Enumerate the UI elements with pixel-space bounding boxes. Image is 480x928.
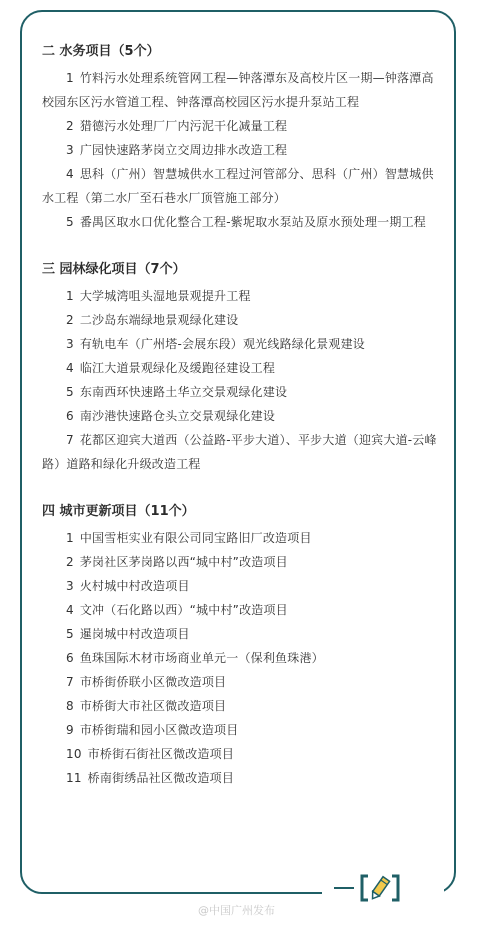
list-item bbox=[42, 550, 442, 574]
item-text: 市桥街侨联小区微改造项目 bbox=[79, 675, 227, 689]
item-text: 广园快速路茅岗立交周边排水改造工程 bbox=[79, 143, 288, 157]
item-number: 9 bbox=[66, 723, 74, 737]
list-item bbox=[42, 356, 442, 380]
list-item bbox=[42, 598, 442, 622]
item-text: 有轨电车（广州塔-会展东段）观光线路绿化景观建设 bbox=[79, 337, 365, 351]
item-text: 茅岗社区茅岗路以西“城中村”改造项目 bbox=[79, 555, 288, 569]
list-item bbox=[42, 574, 442, 598]
item-number: 4 bbox=[66, 167, 74, 181]
item-text: 市桥街石街社区微改造项目 bbox=[87, 747, 235, 761]
list-item bbox=[42, 66, 442, 114]
item-text: 临江大道景观绿化及缓跑径建设工程 bbox=[79, 361, 276, 375]
item-text: 鱼珠国际木材市场商业单元一（保利鱼珠港） bbox=[79, 651, 324, 665]
item-number: 2 bbox=[66, 313, 74, 327]
item-number: 7 bbox=[66, 433, 74, 447]
item-number: 3 bbox=[66, 579, 74, 593]
item-number: 2 bbox=[66, 555, 74, 569]
list-item bbox=[42, 210, 442, 234]
item-text: 东南西环快速路土华立交景观绿化建设 bbox=[79, 385, 288, 399]
item-number: 7 bbox=[66, 675, 74, 689]
list-item bbox=[42, 332, 442, 356]
list-item bbox=[42, 718, 442, 742]
section-title: 三 园林绿化项目（7个） bbox=[42, 262, 186, 277]
section-title: 四 城市更新项目（11个） bbox=[42, 504, 195, 519]
list-item bbox=[42, 138, 442, 162]
item-text: 市桥街大市社区微改造项目 bbox=[79, 699, 227, 713]
item-text: 思科（广州）智慧城供水工程过河管部分、思科（广州）智慧城供水工程（第二水厂至石巷水厂顶管施工部分） bbox=[42, 167, 434, 205]
item-number: 5 bbox=[66, 215, 74, 229]
item-text: 市桥街瑞和园小区微改造项目 bbox=[79, 723, 239, 737]
item-number: 4 bbox=[66, 361, 74, 375]
list-item bbox=[42, 162, 442, 210]
list-item bbox=[42, 114, 442, 138]
item-number: 1 bbox=[66, 531, 74, 545]
item-number: 5 bbox=[66, 385, 74, 399]
list-item bbox=[42, 284, 442, 308]
list-item bbox=[42, 380, 442, 404]
document-body bbox=[42, 40, 442, 814]
pencil-icon bbox=[369, 877, 389, 901]
section-urban-renewal bbox=[42, 500, 442, 790]
list-item bbox=[42, 526, 442, 550]
item-number: 10 bbox=[66, 747, 82, 761]
pencil-bracket-icon bbox=[332, 872, 428, 904]
item-number: 5 bbox=[66, 627, 74, 641]
item-text: 南沙港快速路仓头立交景观绿化建设 bbox=[79, 409, 276, 423]
section-landscaping bbox=[42, 258, 442, 476]
item-text: 暹岗城中村改造项目 bbox=[79, 627, 190, 641]
item-number: 8 bbox=[66, 699, 74, 713]
list-item bbox=[42, 670, 442, 694]
list-item bbox=[42, 428, 442, 476]
item-number: 6 bbox=[66, 409, 74, 423]
list-item bbox=[42, 766, 442, 790]
list-item bbox=[42, 646, 442, 670]
item-text: 番禺区取水口优化整合工程-紫坭取水泵站及原水预处理一期工程 bbox=[79, 215, 426, 229]
section-title: 二 水务项目（5个） bbox=[42, 44, 160, 59]
list-item bbox=[42, 742, 442, 766]
list-item bbox=[42, 308, 442, 332]
item-text: 二沙岛东端绿地景观绿化建设 bbox=[79, 313, 239, 327]
item-text: 桥南街绣品社区微改造项目 bbox=[87, 771, 235, 785]
item-text: 竹料污水处理系统管网工程—钟落潭东及高校片区一期—钟落潭高校园东区污水管道工程、钟落潭高校园区污水提升泵站工程 bbox=[42, 71, 434, 109]
section-water bbox=[42, 40, 442, 234]
item-number: 1 bbox=[66, 71, 74, 85]
item-number: 3 bbox=[66, 143, 74, 157]
item-number: 4 bbox=[66, 603, 74, 617]
item-number: 6 bbox=[66, 651, 74, 665]
list-item bbox=[42, 694, 442, 718]
list-item bbox=[42, 404, 442, 428]
item-text: 花都区迎宾大道西（公益路-平步大道）、平步大道（迎宾大道-云峰路）道路和绿化升级改造工程 bbox=[42, 433, 437, 471]
item-text: 大学城湾咀头湿地景观提升工程 bbox=[79, 289, 251, 303]
item-number: 2 bbox=[66, 119, 74, 133]
list-item bbox=[42, 622, 442, 646]
right-bracket-icon bbox=[392, 876, 398, 900]
item-number: 1 bbox=[66, 289, 74, 303]
item-text: 火村城中村改造项目 bbox=[79, 579, 190, 593]
item-text: 文冲（石化路以西）“城中村”改造项目 bbox=[79, 603, 288, 617]
item-number: 11 bbox=[66, 771, 82, 785]
item-number: 3 bbox=[66, 337, 74, 351]
watermark: @中国广州发布 bbox=[198, 904, 275, 917]
item-text: 猎德污水处理厂厂内污泥干化减量工程 bbox=[79, 119, 288, 133]
item-text: 中国雪柜实业有限公司同宝路旧厂改造项目 bbox=[79, 531, 312, 545]
left-bracket-icon bbox=[362, 876, 368, 900]
